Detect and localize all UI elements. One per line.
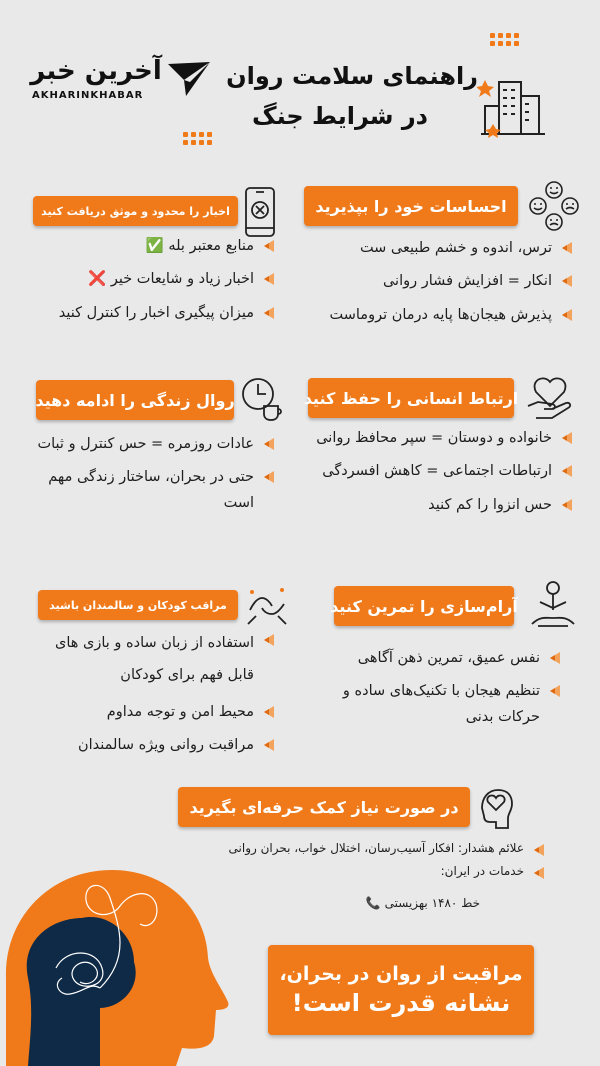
head-brain-illustration <box>0 858 240 1066</box>
footer-quote-line2: نشانه قدرت است! <box>291 989 511 1017</box>
footer-quote-box <box>268 945 534 1035</box>
children-elderly-list <box>30 628 274 767</box>
section-title-professional-help: در صورت نیاز کمک حرفه‌ای بگیرید <box>178 787 470 827</box>
list-item: حتی در بحران، ساختار زندگی مهم است <box>30 465 274 516</box>
hotline-text: خط ۱۴۸۰ بهزیستی <box>384 896 480 910</box>
check-mark-icon: ✅ <box>145 238 164 254</box>
footer-quote-line1: مراقبت از روان در بحران، <box>279 963 523 985</box>
accept-feelings-list <box>310 236 572 336</box>
cross-mark-icon: ❌ <box>88 271 107 288</box>
list-item: ارتباطات اجتماعی = کاهش افسردگی <box>310 459 572 484</box>
list-item: ترس، اندوه و خشم طبیعی ست <box>310 236 572 261</box>
section-title-limited-news: اخبار را محدود و موثق دریافت کنید <box>33 196 238 226</box>
phone-icon: 📞 <box>365 896 381 910</box>
section-title-human-connection: ارتباط انسانی را حفظ کنید <box>308 378 514 418</box>
list-item: انکار = افزایش فشار روانی <box>310 269 572 294</box>
brand-name-en: AKHARINKHABAR <box>32 90 144 101</box>
list-item <box>34 234 274 259</box>
list-item: مراقبت روانی ویژه سالمندان <box>30 733 274 758</box>
routine-list <box>30 432 274 524</box>
decor-dots-top <box>490 33 519 46</box>
limited-news-list <box>34 234 274 334</box>
meditation-icon <box>528 580 578 632</box>
brand-name-fa: آخرین خبر <box>30 56 162 86</box>
section-title-children-elderly: مراقب کودکان و سالمندان باشید <box>38 590 238 620</box>
list-item-text: اخبار زیاد و شایعات خیر <box>110 271 254 288</box>
list-item: نفس عمیق، تمرین ذهن آگاهی <box>300 646 560 671</box>
relaxation-list <box>300 646 560 738</box>
page-title-line1: راهنمای سلامت روان <box>226 62 478 90</box>
section-title-routine: روال زندگی را ادامه دهید <box>36 380 234 420</box>
section-title-relaxation: آرام‌سازی را تمرین کنید <box>334 586 514 626</box>
list-item: خانواده و دوستان = سپر محافظ روانی <box>310 426 572 451</box>
paper-plane-icon <box>166 60 212 98</box>
list-item: علائم هشدار: افکار آسیب‌رسان، اختلال خواب، بحران روانی <box>184 838 544 859</box>
list-item <box>34 267 274 292</box>
list-item: میزان پیگیری اخبار را کنترل کنید <box>34 301 274 326</box>
list-item: حس انزوا را کم کنید <box>310 493 572 518</box>
hotline[interactable] <box>366 896 480 910</box>
heart-in-hand-icon <box>526 372 580 424</box>
list-item: پذیرش هیجان‌ها پایه درمان تروماست <box>310 303 572 328</box>
brand-logo[interactable] <box>26 56 216 104</box>
list-item-text: منابع معتبر بله <box>168 238 254 254</box>
section-title-accept-feelings: احساسات خود را بپذیرید <box>304 186 518 226</box>
human-connection-list <box>310 426 572 526</box>
phone-cancel-icon <box>240 186 280 238</box>
page-title-line2: در شرایط جنگ <box>252 102 428 130</box>
list-item: تنظیم هیجان با تکنیک‌های ساده و حرکات بدنی <box>300 679 560 730</box>
helping-hands-icon <box>244 584 290 628</box>
clock-coffee-icon <box>238 376 286 422</box>
list-item: محیط امن و توجه مداوم <box>30 700 274 725</box>
list-item: استفاده از زبان ساده و بازی های قابل فهم برای کودکان <box>30 628 274 692</box>
decor-dots-mid <box>183 132 212 145</box>
damaged-buildings-icon <box>477 72 547 138</box>
heart-support-icon <box>474 782 518 830</box>
list-item: خدمات در ایران: <box>184 861 544 882</box>
list-item: عادات روزمره = حس کنترل و ثبات <box>30 432 274 457</box>
emotions-faces-icon <box>528 180 580 232</box>
